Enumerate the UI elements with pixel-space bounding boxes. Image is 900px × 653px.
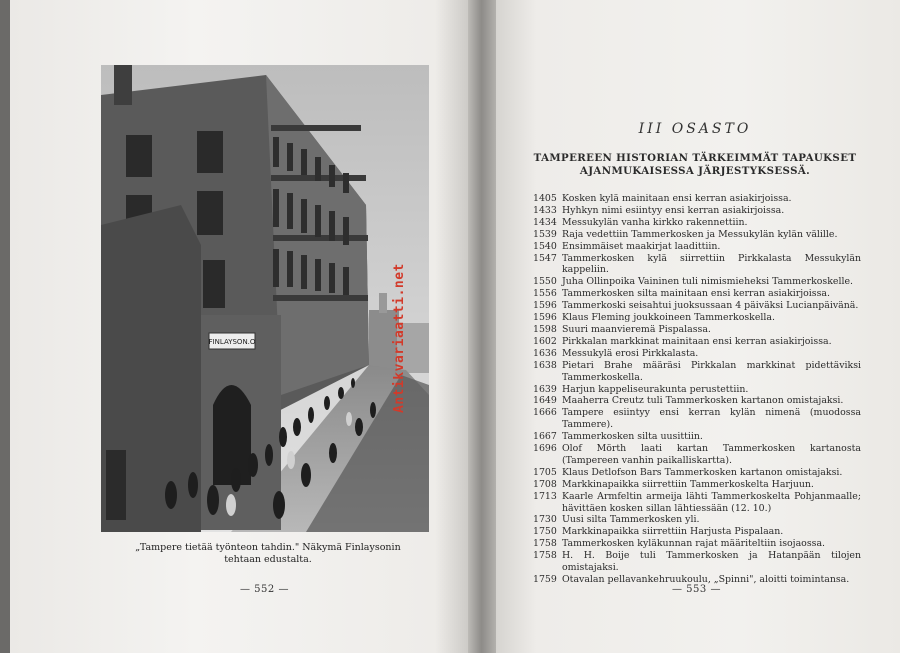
chronology-entry xyxy=(533,300,861,312)
page-number-left: — 552 — xyxy=(240,584,289,595)
entry-text: Tammerkosken silta mainitaan ensi kerran asiakirjoissa. xyxy=(562,288,830,300)
entry-year: 1540 xyxy=(533,240,557,252)
entry-year: 1547 xyxy=(533,252,557,264)
chronology-entry xyxy=(533,360,861,384)
chronology-entry xyxy=(533,479,861,491)
entry-year: 1602 xyxy=(533,335,557,347)
chronology-entry xyxy=(533,407,861,431)
entry-year: 1636 xyxy=(533,347,557,359)
entry-text: Uusi silta Tammerkosken yli. xyxy=(562,514,700,526)
entry-year: 1639 xyxy=(533,383,557,395)
entry-text: Messukylä erosi Pirkkalasta. xyxy=(562,347,699,359)
entry-year: 1696 xyxy=(533,443,557,455)
chronology-entry xyxy=(533,514,861,526)
chronology-entry xyxy=(533,443,861,467)
entry-year: 1638 xyxy=(533,359,557,371)
entry-year: 1649 xyxy=(533,395,557,407)
chronology-entry xyxy=(533,550,861,574)
entry-year: 1550 xyxy=(533,276,557,288)
section-title: III OSASTO xyxy=(638,121,752,137)
entry-text: Messukylän vanha kirkko rakennettiin. xyxy=(562,216,748,228)
chronology-entry xyxy=(533,384,861,396)
chronology-entry xyxy=(533,241,861,253)
photo-illustration xyxy=(101,65,429,532)
entry-text: Markkinapaikka siirrettiin Harjusta Pispalaan. xyxy=(562,526,784,538)
entry-text: Tammerkosken silta uusittiin. xyxy=(562,431,703,443)
factory-street-photo xyxy=(101,65,429,532)
entry-year: 1730 xyxy=(533,514,557,526)
entry-year: 1750 xyxy=(533,526,557,538)
entry-text: Hyhkyn nimi esiintyy ensi kerran asiakirjoissa. xyxy=(562,204,785,216)
chronology-entry xyxy=(533,312,861,324)
entry-text: Otavalan pellavankehruukoulu, „Spinni", aloitti toimintansa. xyxy=(562,574,850,585)
chronology-list xyxy=(533,193,861,586)
entry-text: H. H. Boije tuli Tammerkosken ja Hatanpään tilojen omistajaksi. xyxy=(562,550,861,574)
entry-text: Tampere esiintyy ensi kerran kylän nimenä (muodossa Tammere). xyxy=(562,407,861,431)
entry-text: Markkinapaikka siirrettiin Tammerkoskelta Harjuun. xyxy=(562,478,814,490)
chronology-entry xyxy=(533,217,861,229)
entry-year: 1434 xyxy=(533,216,557,228)
chronology-entry xyxy=(533,395,861,407)
entry-text: Klaus Fleming joukkoineen Tammerkoskella. xyxy=(562,312,775,324)
chronology-heading xyxy=(520,152,870,178)
chronology-entry xyxy=(533,538,861,550)
entry-text: Klaus Detlofson Bars Tammerkosken kartanon omistajaksi. xyxy=(562,466,843,478)
entry-text: Juha Ollinpoika Vaininen tuli nimismieheksi Tammerkoskelle. xyxy=(562,276,853,288)
entry-text: Tammerkosken kyläkunnan rajat määriteltiin isojaossa. xyxy=(562,538,826,550)
chronology-entry xyxy=(533,526,861,538)
heading-line-1: TAMPEREEN HISTORIAN TÄRKEIMMÄT TAPAUKSET xyxy=(533,152,857,164)
entry-year: 1556 xyxy=(533,288,557,300)
entry-year: 1758 xyxy=(533,550,557,562)
entry-text: Kosken kylä mainitaan ensi kerran asiakirjoissa. xyxy=(562,193,792,204)
heading-line-2: AJANMUKAISESSA JÄRJESTYKSESSÄ. xyxy=(579,165,811,177)
entry-year: 1596 xyxy=(533,300,557,312)
chronology-entry xyxy=(533,253,861,277)
entry-text: Maaherra Creutz tuli Tammerkosken kartanon omistajaksi. xyxy=(562,395,844,407)
chronology-entry xyxy=(533,491,861,515)
chronology-entry xyxy=(533,205,861,217)
entry-year: 1713 xyxy=(533,490,557,502)
entry-year: 1708 xyxy=(533,478,557,490)
chronology-entry xyxy=(533,229,861,241)
entry-text: Olof Mörth laati kartan Tammerkosken kartanosta (Tampereen vanhin paikalliskartta). xyxy=(562,443,861,466)
page-number-right: — 553 — xyxy=(672,584,721,595)
entry-year: 1705 xyxy=(533,466,557,478)
entry-year: 1598 xyxy=(533,323,557,335)
watermark: Antikvariaatti.net xyxy=(392,263,407,413)
entry-text: Harjun kappeliseurakunta perustettiin. xyxy=(562,383,749,395)
entry-year: 1667 xyxy=(533,431,557,443)
entry-year: 1433 xyxy=(533,204,557,216)
factory-sign-text: FINLAYSON.O xyxy=(208,338,256,346)
chronology-entry xyxy=(533,276,861,288)
photo-caption: „Tampere tietää työnteon tahdin." Näkymä Finlaysonin tehtaan edustalta. xyxy=(135,542,401,565)
chronology-entry xyxy=(533,431,861,443)
entry-year: 1666 xyxy=(533,407,557,419)
chronology-entry xyxy=(533,193,861,205)
entry-text: Kaarle Armfeltin armeija lähti Tammerkoskelta Pohjanmaalle; hävittäen kosken sillan lähtiessään (12. 10.) xyxy=(562,490,861,514)
entry-text: Raja vedettiin Tammerkosken ja Messukylän kylän välille. xyxy=(562,228,838,240)
entry-year: 1539 xyxy=(533,228,557,240)
chronology-entry xyxy=(533,288,861,300)
entry-year: 1758 xyxy=(533,538,557,550)
chronology-entry xyxy=(533,348,861,360)
entry-year: 1596 xyxy=(533,312,557,324)
chronology-entry xyxy=(533,467,861,479)
book-gutter xyxy=(468,0,498,653)
entry-text: Suuri maanvieremä Pispalassa. xyxy=(562,323,711,335)
entry-text: Tammerkosken kylä siirrettiin Pirkkalasta Messukylän kappeliin. xyxy=(562,252,861,276)
chronology-entry xyxy=(533,324,861,336)
entry-text: Pirkkalan markkinat mainitaan ensi kerran asiakirjoissa. xyxy=(562,335,832,347)
entry-text: Pietari Brahe määräsi Pirkkalan markkinat pidettäviksi Tammerkoskella. xyxy=(562,359,861,383)
entry-year: 1405 xyxy=(533,193,557,204)
entry-text: Tammerkoski seisahtui juoksussaan 4 päiväksi Lucianpäivänä. xyxy=(562,300,859,312)
entry-text: Ensimmäiset maakirjat laadittiin. xyxy=(562,240,721,252)
entry-year: 1759 xyxy=(533,574,557,585)
chronology-entry xyxy=(533,336,861,348)
